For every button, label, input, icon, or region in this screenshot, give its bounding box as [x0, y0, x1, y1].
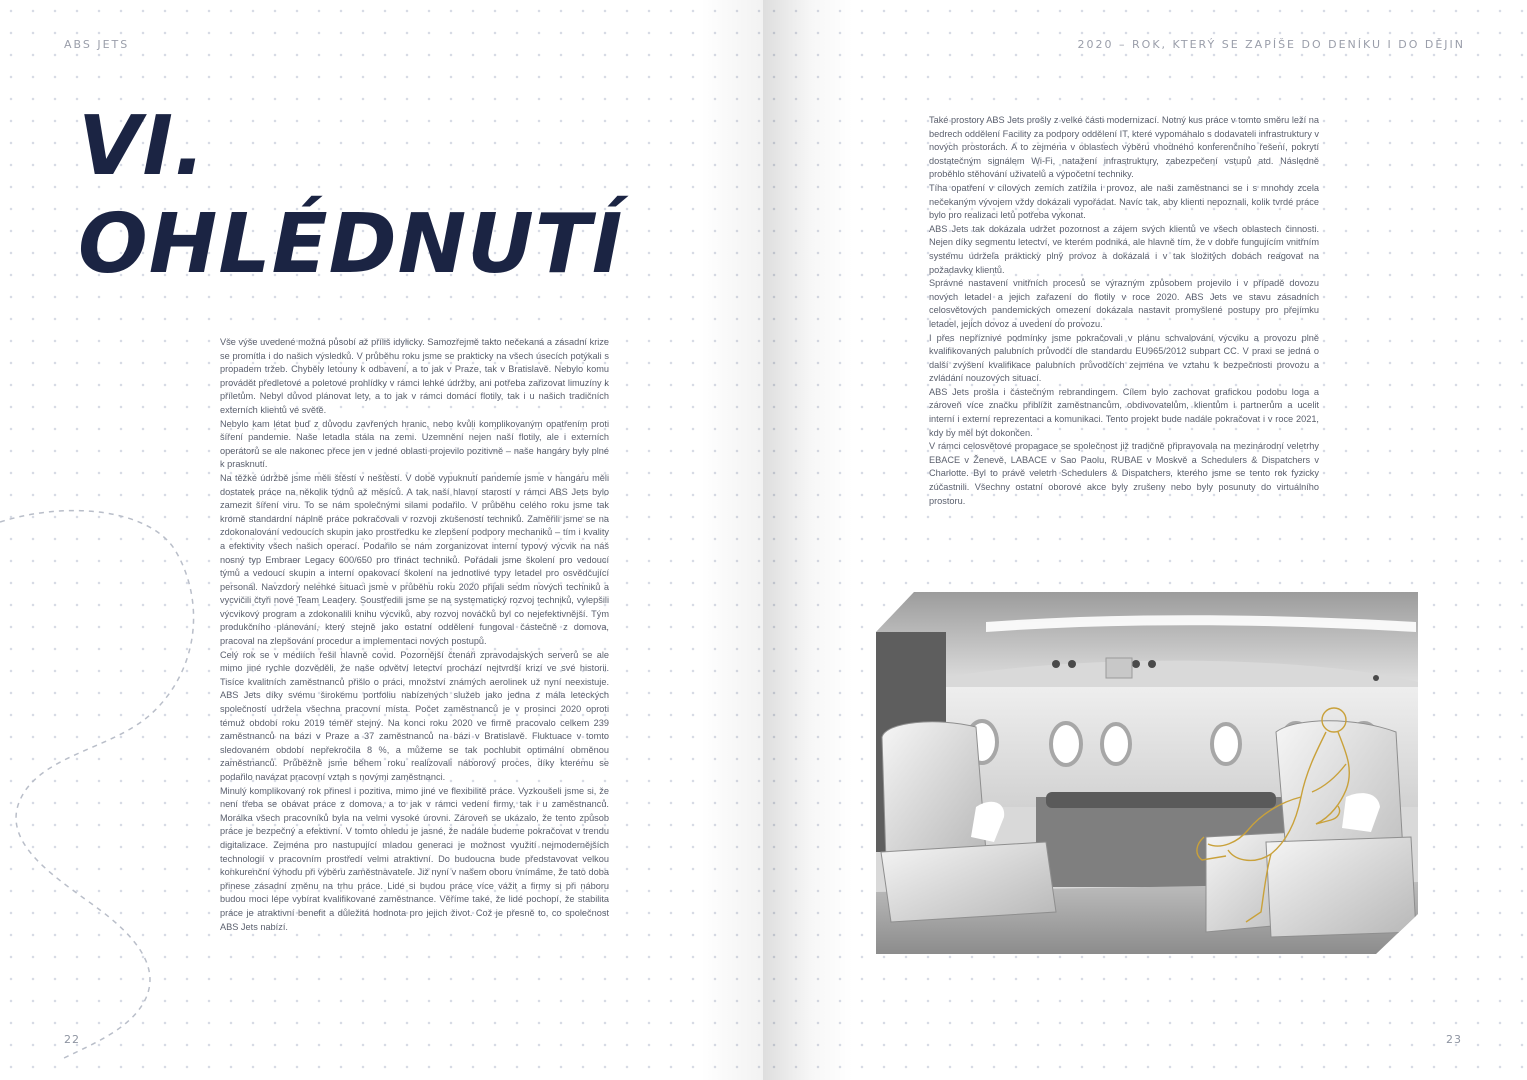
photo-content: [876, 592, 1418, 954]
chapter-title: OHLÉDNUTÍ: [78, 197, 624, 292]
running-header-left: ABS JETS: [64, 38, 130, 51]
running-header-right: 2020 – ROK, KTERÝ SE ZAPÍŠE DO DENÍKU I DO DĚJIN: [1077, 38, 1465, 51]
cabin-interior-photo: [876, 592, 1418, 954]
paragraph: Na těžké údržbě jsme měli štěstí v neštěstí. V době vypuknutí pandemie jsme v hangáru měli dostatek práce na několik týdnů až měsíců. A tak naší hlavní starostí v rámci ABS Jets bylo zamezit šíření viru. To se nám společnými silami podařilo. V průběhu celého roku jsme tak kromě standardní náplně práce pokračovali v rozvoji zkušeností techniků. Zaměřili jsme se na zdokonalování vedoucích skupin jako prostředku ke zlepšení podpory mechaniků – tím i kvality a efektivity všech našich operací. Podařilo se nám zorganizovat interní typový výcvik na náš nosný typ Embraer Legacy 600/650 pro třináct techniků. Pořádali jsme školení pro vedoucí týmů a vedoucí skupin a interní opakovací školení na jednotlivé typy letadel pro osvědčující personál. Navzdory nelehké situaci jsme v průběhu roku 2020 přijali sedm nových techniků a vycvičili čtyři nové Team Leadery. Soustředili jsme se na systematický rozvoj techniků, vylepšili výcvikový program a zdokonalili knihu výcviků, aby rozvoj nováčků byl co nejefektivnější. Tým produkčního plánování, který stejně jako ostatní oddělení fungoval částečně z domova, pracoval na zlepšování procedur a implementaci nových postupů.: [220, 472, 609, 647]
paragraph: I přes nepříznivé podmínky jsme pokračovali v plánu schvalování výcviku a provozu plně kvalifikovaných palubních průvodčí dle standardu EU965/2012 subpart CC. V praxi se jedná o další zvýšení kvalifikace palubních průvodčích zejména ve vztahu k bezpečnosti provozu a zvládání nouzových situací.: [929, 332, 1319, 384]
page-number-left: 22: [64, 1033, 80, 1046]
paragraph: Vše výše uvedené možná působí až příliš idylicky. Samozřejmě takto nečekaná a zásadní krize se promítla i do našich výsledků. V průběhu roku jsme se prakticky na všech úsecích potýkali s propadem tržeb. Chyběly letouny k odbavení, a to jak v Praze, tak v Bratislavě. Nebylo komu provádět předletové a poletové prohlídky v rámci lehké údržby, ani potřeba zařizovat limuzíny k příletům. Nebyl důvod plánovat lety, a to jak v rámci domácí flotily, tak i u našich tradičních externích klientů ve světě.: [220, 337, 609, 415]
paragraph: ABS Jets tak dokázala udržet pozornost a zájem svých klientů ve všech oblastech činnosti. Nejen díky segmentu letectví, ve kterém podniká, ale hlavně tím, že v dobře fungujícím vnitřním systému udržela prakticky plný provoz a dokázala i v tak složitých dobách reagovat na požadavky klientů.: [929, 223, 1319, 275]
paragraph: Minulý komplikovaný rok přinesl i pozitiva, mimo jiné ve flexibilitě práce. Vyzkoušeli jsme si, že není třeba se obávat práce z domova, a to jak v rámci vedení firmy, tak i u zaměstnanců. Morálka všech pracovníků byla na velmi vysoké úrovni. Zároveň se ukázalo, že tento způsob práce je bezpečný a efektivní. V tomto ohledu je jasné, že nadále budeme pokračovat v trendu digitalizace. Zejména pro nastupující mladou generaci je možnost využití nejmodernějších technologií v pracovním prostředí velmi atraktivní. Do budoucna bude představovat velkou konkurenční výhodu při výběru zaměstnavatele. Již nyní v našem oboru vnímáme, že tato doba přinese zásadní změnu na trhu práce. Lidé si budou práce více vážit a firmy si při náboru budou moci lépe vybírat kvalifikované zaměstnance. Věříme také, že lidé pochopí, že stabilita práce je atraktivní benefit a důležitá hodnota pro jejich život. Což je přesně to, co společnost ABS Jets nabízí.: [220, 785, 609, 932]
paragraph: Tíha opatření v cílových zemích zatížila i provoz, ale naši zaměstnanci se i s mnohdy zcela nečekaným vývojem vždy dokázali vypořádat. Navíc tak, aby klienti nepoznali, kolik tvrdé práce bylo pro realizaci letů potřeba vykonat.: [929, 182, 1319, 221]
chapter-number: VI.: [78, 99, 207, 194]
paragraph: V rámci celosvětové propagace se společnost již tradičně připravovala na mezinárodní veletrhy EBACE v Ženevě, LABACE v Sao Paolu, RUBAE v Moskvě a Schedulers & Dispatchers v Charlotte. Byl to právě veletrh Schedulers & Dispatchers, kterého jsme se tento rok fyzicky zúčastnili. Všechny ostatní oborové akce byly zrušeny nebo byly posunuty do virtuálního prostoru.: [929, 441, 1319, 506]
left-body-text: [220, 336, 609, 934]
page-number-right: 23: [1446, 1033, 1462, 1046]
chapter-heading: [78, 98, 623, 294]
paragraph: Nebylo kam létat buď z důvodu zavřených hranic, nebo kvůli komplikovaným opatřením proti šíření pandemie. Naše letadla stála na zemi. Uzemnění nejen naší flotily, ale i externích operátorů se ale nakonec přece jen v jedné oblasti projevilo pozitivně – naše hangáry byly plné k prasknutí.: [220, 418, 609, 470]
left-page: [0, 0, 763, 1080]
paragraph: ABS Jets prošla i částečným rebrandingem. Cílem bylo zachovat grafickou podobu loga a zároveň více značku přiblížit zaměstnancům, obdivovatelům, klientům i partnerům a ucelit interní i externí reprezentaci a komunikaci. Tento projekt bude nadále pokračovat i v roce 2021, kdy by měl být dokončen.: [929, 386, 1319, 438]
paragraph: Celý rok se v médiích řešil hlavně covid. Pozornější čtenáři zpravodajských serverů se ale mimo jiné rychle dozvěděli, že naše odvětví letectví prochází nejtvrdší krizí ve své historii. Tisíce kvalitních zaměstnanců přišlo o práci, množství známých aerolinek už nyní neexistuje. ABS Jets díky svému širokému portfoliu nabízených služeb jako jedna z mála leteckých společností udržela všechna pracovní místa. Počet zaměstnanců je v prosinci 2020 oproti témuž období roku 2019 téměř stejný. Na konci roku 2020 ve firmě pracovalo celkem 239 zaměstnanců na bázi v Praze a 37 zaměstnanců na bázi v Bratislavě. Fluktuace v tomto sledovaném období nepřekročila 8 %, a můžeme se tak pochlubit optimální obměnou zaměstnanců. Průběžně jsme během roku realizovali náborový proces, díky kterému se podařilo navázat pracovní vztah s novými zaměstnanci.: [220, 649, 609, 782]
paragraph: Také prostory ABS Jets prošly z velké části modernizací. Notný kus práce v tomto směru leží na bedrech oddělení Facility za podpory oddělení IT, které vypomáhalo s dodavateli infrastruktury v nových prostorách. A to zejména v oblastech výběru vhodného konferenčního řešení, pokrytí dostatečným signálem Wi-Fi, natažení infrastruktury, zabezpečení vstupů atd. Následně proběhlo stěhování uživatelů a výpočetní techniky.: [929, 115, 1319, 180]
paragraph: Správné nastavení vnitřních procesů se výrazným způsobem projevilo i v případě dovozu nových letadel a jejich zařazení do flotily v roce 2020. ABS Jets ve stavu zásadních celosvětových pandemických omezení dokázala nastavit promyšlené postupy pro přejímku letadel, jejich dovoz a uvedení do provozu.: [929, 278, 1319, 329]
right-body-text: [929, 114, 1319, 508]
